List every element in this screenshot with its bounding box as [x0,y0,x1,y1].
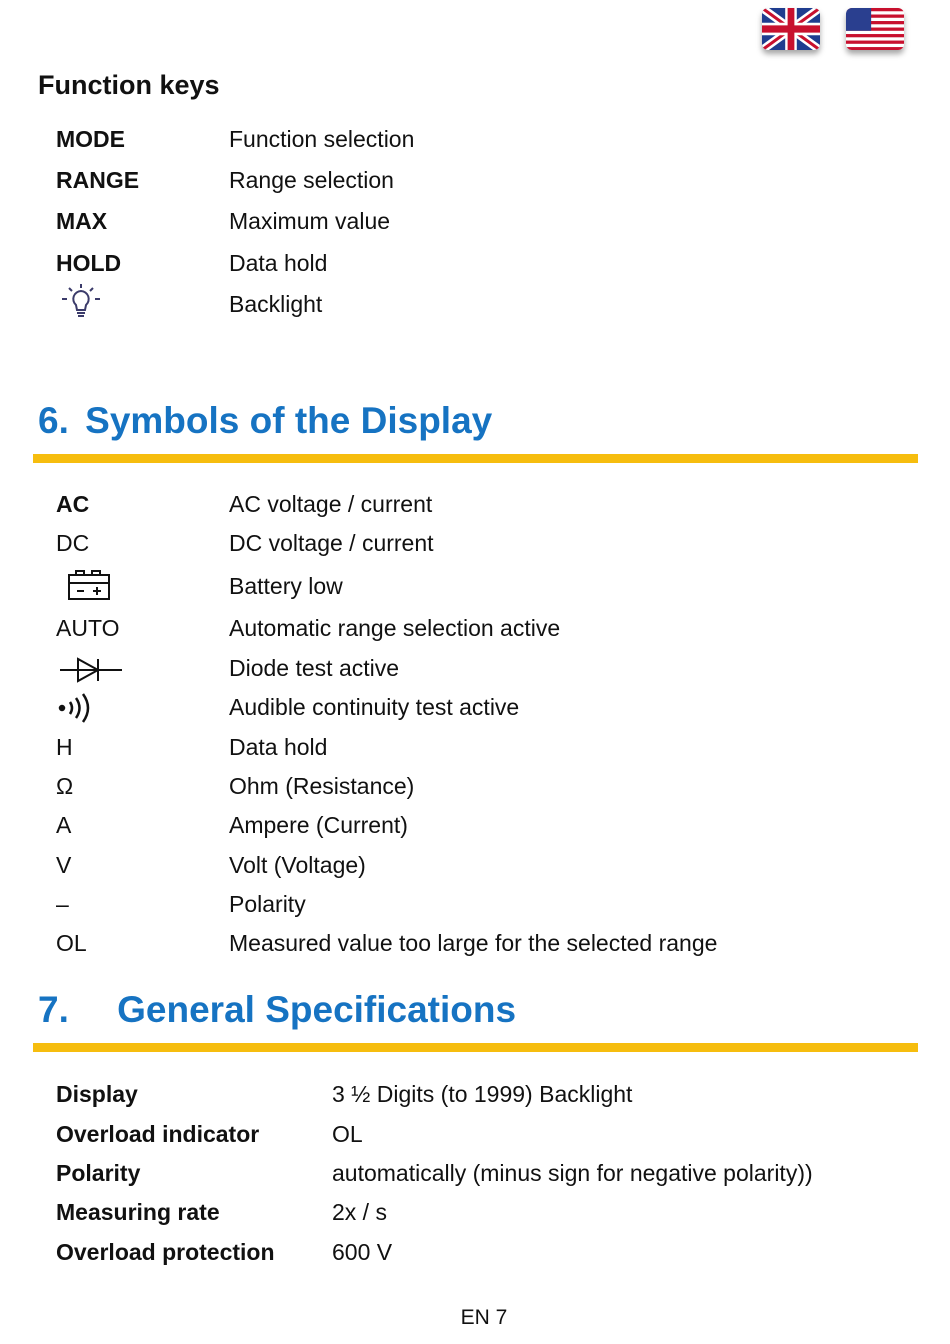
key-description: Data hold [229,250,328,276]
symbol-label: OL [56,930,87,956]
symbol-description: Diode test active [229,655,400,681]
language-flags [762,8,904,50]
symbol-description: DC voltage / current [229,530,434,556]
uk-flag-icon[interactable] [762,8,820,50]
spec-value: OL [332,1121,363,1147]
function-keys-title: Function keys [38,70,220,100]
battery-low-icon [66,568,112,607]
key-description: Range selection [229,167,394,193]
key-description: Backlight [229,291,323,317]
spec-value: 3 ½ Digits (to 1999) Backlight [332,1081,633,1107]
spec-value: automatically (minus sign for negative polarity)) [332,1160,813,1186]
section-title: Symbols of the Display [85,400,493,441]
symbol-description: Polarity [229,891,306,917]
section-divider [33,454,918,463]
spec-label: Polarity [56,1160,141,1186]
spec-value: 600 V [332,1239,393,1265]
symbol-description: Audible continuity test active [229,694,520,720]
us-flag-icon[interactable] [846,8,904,50]
key-label: HOLD [56,250,122,276]
key-label: RANGE [56,167,140,193]
symbol-description: Ohm (Resistance) [229,773,415,799]
symbol-description: Measured value too large for the selected range [229,930,718,956]
symbol-description: Data hold [229,734,328,760]
backlight-bulb-icon [58,284,104,327]
page-number: EN 7 [460,1306,508,1329]
diode-icon [58,656,124,689]
spec-label: Display [56,1081,138,1107]
key-description: Maximum value [229,208,391,234]
symbol-description: Battery low [229,573,343,599]
section-number: 6. [38,400,69,441]
symbol-description: AC voltage / current [229,491,433,517]
key-label: MAX [56,208,108,234]
symbol-label: V [56,852,72,878]
spec-label: Overload indicator [56,1121,260,1147]
symbol-label: – [56,891,69,917]
symbol-label: A [56,812,72,838]
symbol-description: Ampere (Current) [229,812,408,838]
symbol-label: Ω [56,773,74,799]
spec-value: 2x / s [332,1199,387,1225]
spec-label: Measuring rate [56,1199,220,1225]
symbol-label: AUTO [56,615,120,641]
symbol-label: DC [56,530,90,556]
spec-label: Overload protection [56,1239,275,1265]
symbol-label: H [56,734,73,760]
section-number: 7. [38,989,69,1030]
continuity-sound-icon [58,692,98,729]
symbol-description: Volt (Voltage) [229,852,366,878]
section-7-heading [38,989,516,1031]
symbol-label: AC [56,491,90,517]
symbol-description: Automatic range selection active [229,615,561,641]
section-title: General Specifications [117,989,517,1030]
section-6-heading [38,400,492,442]
key-description: Function selection [229,126,415,152]
section-divider [33,1043,918,1052]
key-label: MODE [56,126,125,152]
